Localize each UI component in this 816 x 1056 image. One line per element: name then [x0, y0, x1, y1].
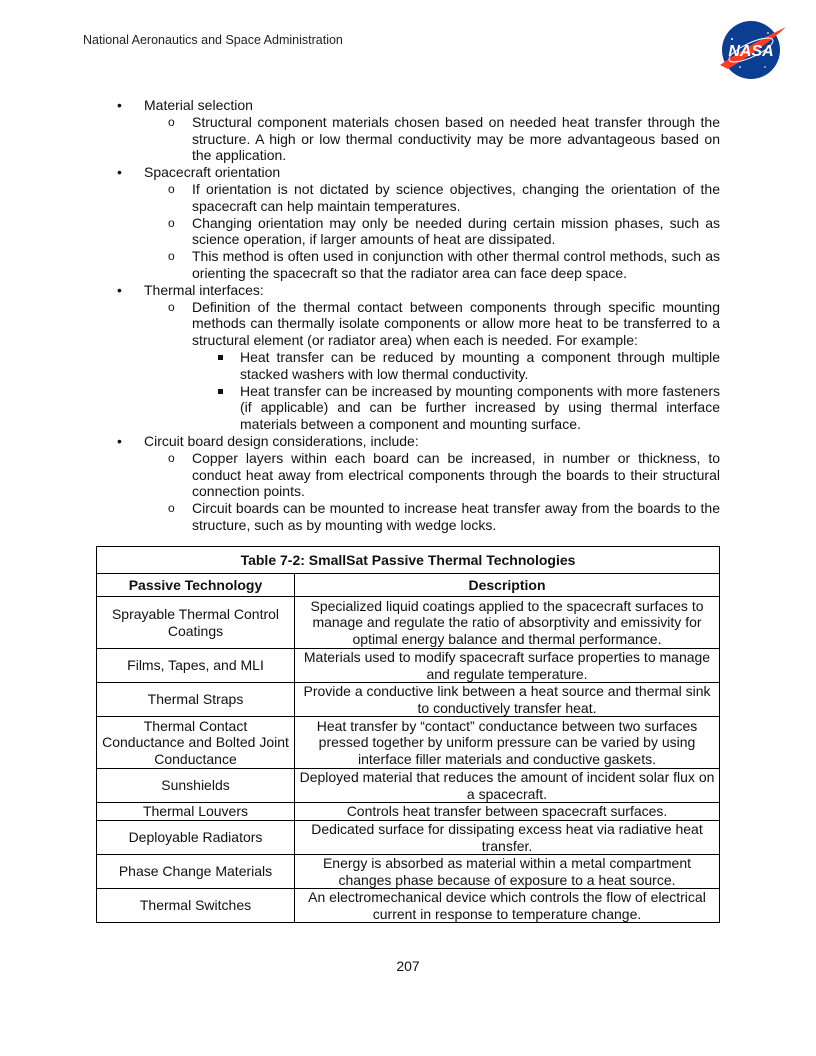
- sub-item: o Structural component materials chosen based on needed heat transfer through the structure. A high or low thermal conductivity may be more advantageous based on the application.: [144, 114, 720, 164]
- cell-description: Energy is absorbed as material within a metal compartment changes phase because of exposure to a heat source.: [295, 855, 720, 889]
- table-row: [97, 803, 720, 821]
- bullet-list: [96, 97, 720, 534]
- sub-item: [144, 299, 720, 433]
- sub-item: o This method is often used in conjunction with other thermal control methods, such as orienting the spacecraft so that the radiator area can face deep space.: [144, 248, 720, 282]
- cell-description: Dedicated surface for dissipating excess heat via radiative heat transfer.: [295, 821, 720, 855]
- bullet-label: Circuit board design considerations, include:: [144, 432, 419, 449]
- cell-technology: Thermal Straps: [97, 683, 295, 717]
- table-row: [97, 649, 720, 683]
- bullet-spacecraft-orientation: [96, 164, 720, 282]
- bullet-thermal-interfaces: [96, 282, 720, 433]
- table-row: [97, 597, 720, 649]
- cell-description: Controls heat transfer between spacecraft surfaces.: [295, 803, 720, 821]
- cell-technology: Sunshields: [97, 769, 295, 803]
- passive-thermal-table: [96, 546, 720, 923]
- cell-description: Materials used to modify spacecraft surface properties to manage and regulate temperature.: [295, 649, 720, 683]
- column-header-technology: Passive Technology: [97, 574, 295, 597]
- sub-item: o Circuit boards can be mounted to increase heat transfer away from the boards to the structure, such as by mounting with wedge locks.: [144, 500, 720, 534]
- table-row: [97, 821, 720, 855]
- cell-description: Provide a conductive link between a heat source and thermal sink to conductively transfer heat.: [295, 683, 720, 717]
- nasa-logo: [718, 19, 788, 81]
- cell-technology: Thermal Switches: [97, 889, 295, 923]
- cell-description: Deployed material that reduces the amount of incident solar flux on a spacecraft.: [295, 769, 720, 803]
- nested-item: Heat transfer can be reduced by mounting a component through multiple stacked washers with low thermal conductivity.: [192, 349, 720, 383]
- nested-item: Heat transfer can be increased by mounting components with more fasteners (if applicable) and can be further increased by using thermal interface materials between a component and mounting surface.: [192, 383, 720, 433]
- cell-technology: Sprayable Thermal Control Coatings: [97, 597, 295, 649]
- cell-description: An electromechanical device which controls the flow of electrical current in response to temperature change.: [295, 889, 720, 923]
- bullet-label: Thermal interfaces:: [144, 281, 264, 298]
- nasa-logo-text: NASA: [728, 43, 774, 60]
- bullet-label: Spacecraft orientation: [144, 164, 281, 181]
- sub-item: o Changing orientation may only be needed during certain mission phases, such as science operation, if larger amounts of heat are dissipated.: [144, 215, 720, 249]
- sub-item: o If orientation is not dictated by science objectives, changing the orientation of the spacecraft can help maintain temperatures.: [144, 181, 720, 215]
- sub-item: o Copper layers within each board can be increased, in number or thickness, to conduct heat away from electrical components through the boards to their structural connection points.: [144, 450, 720, 500]
- cell-technology: Phase Change Materials: [97, 855, 295, 889]
- table-title: Table 7-2: SmallSat Passive Thermal Technologies: [97, 547, 720, 574]
- cell-technology: Thermal Contact Conductance and Bolted Joint Conductance: [97, 717, 295, 769]
- sub-item-text: Definition of the thermal contact between components through specific mounting methods can thermally isolate components or allow more heat to be transferred to a structural element (or radiator area) when each is needed. For example:: [192, 298, 720, 349]
- table-row: [97, 855, 720, 889]
- bullet-circuit-board: [96, 433, 720, 534]
- column-header-description: Description: [295, 574, 720, 597]
- bullet-material-selection: [96, 97, 720, 164]
- cell-description: Specialized liquid coatings applied to the spacecraft surfaces to manage and regulate the ratio of absorptivity and emissivity for optimal energy balance and thermal performance.: [295, 597, 720, 649]
- table-row: [97, 889, 720, 923]
- cell-technology: Films, Tapes, and MLI: [97, 649, 295, 683]
- table-row: [97, 683, 720, 717]
- cell-description: Heat transfer by “contact” conductance between two surfaces pressed together by uniform pressure can be varied by using interface filler materials and conductive gaskets.: [295, 717, 720, 769]
- page-number: 207: [396, 958, 420, 974]
- table-row: [97, 717, 720, 769]
- main-content: [96, 97, 720, 534]
- table-row: [97, 769, 720, 803]
- header-org-name: National Aeronautics and Space Administration: [83, 33, 343, 47]
- cell-technology: Deployable Radiators: [97, 821, 295, 855]
- cell-technology: Thermal Louvers: [97, 803, 295, 821]
- bullet-label: Material selection: [144, 97, 253, 113]
